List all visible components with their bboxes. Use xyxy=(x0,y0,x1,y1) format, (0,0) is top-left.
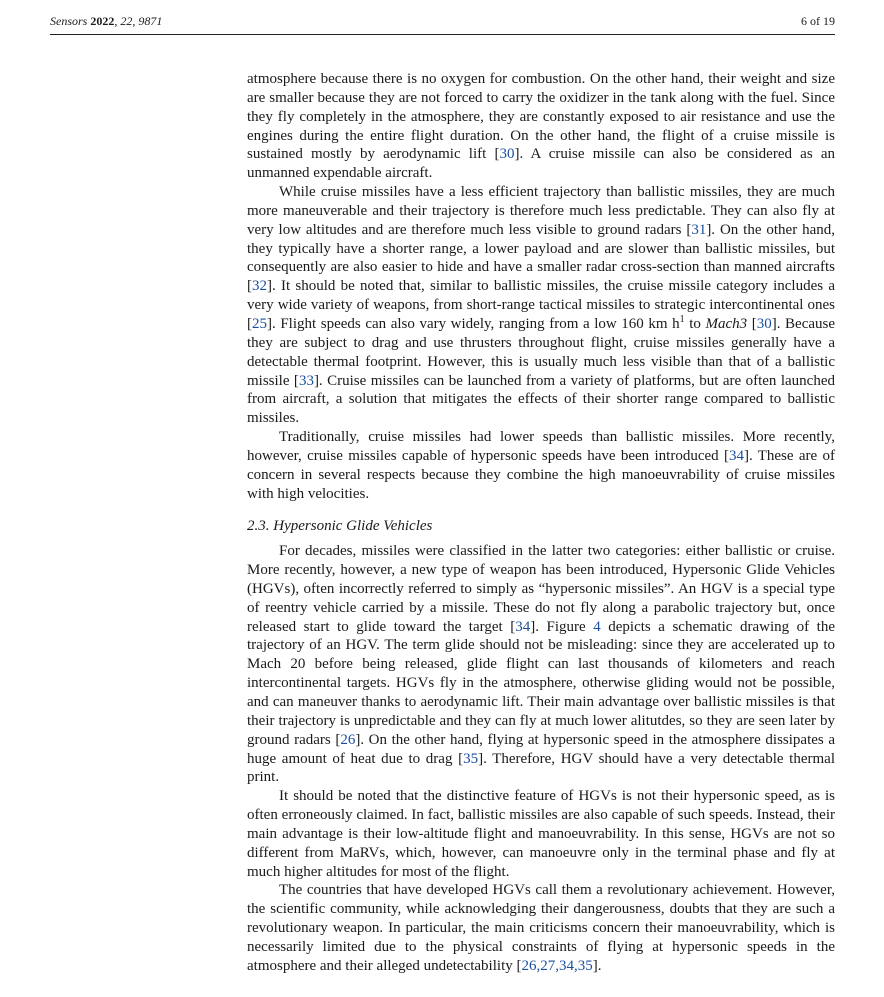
text-run: ]. These are of concern in several respects because they combine the high manoeuvrability of cruise missiles with high velocities. xyxy=(247,447,835,502)
citation-link[interactable]: 25 xyxy=(252,315,267,332)
journal-volume: , 22, 9871 xyxy=(114,14,163,28)
journal-year: 2022 xyxy=(90,14,115,28)
text-run: ]. Because they are subject to drag and use thrusters throughout flight, cruise missiles generally have a detectable thermal footprint. However, this is usually much less visible than that of a ballistic missile [ xyxy=(247,315,835,389)
citation-link[interactable]: 26,27,34,35 xyxy=(521,957,593,974)
citation-link[interactable]: 26 xyxy=(340,731,356,748)
text-run: to xyxy=(684,315,706,332)
journal-citation xyxy=(50,14,162,29)
paragraph-4 xyxy=(247,542,835,787)
citation-link[interactable]: 30 xyxy=(756,315,772,332)
text-run: [ xyxy=(747,315,757,332)
page-header xyxy=(50,13,835,35)
text-run: ]. Cruise missiles can be launched from a variety of platforms, but are often launched from aircraft, a solution that mitigates the effects of their shorter range compared to ballistic missiles. xyxy=(247,372,835,427)
text-run: ]. Therefore, HGV should have a very detectable thermal print. xyxy=(247,750,835,786)
paragraph-3 xyxy=(247,428,835,503)
paragraph-2 xyxy=(247,183,835,428)
journal-name: Sensors xyxy=(50,14,88,28)
text-run: It should be noted that the distinctive feature of HGVs is not their hypersonic speed, as is often erroneously claimed. In fact, ballistic missiles are also capable of such speeds. Instead, their main advantage is their low-altitude flight and manoeuvrability. In this sense, HGVs are not so different from MaRVs, which, however, can manoeuvre only in the terminal phase and fly at much higher altitudes for most of the flight. xyxy=(247,788,835,880)
text-run: ]. On the other hand, they typically have a shorter range, a lower payload and are slower than ballistic missiles, but consequently are also easier to hide and have a smaller radar cross-section than manned aircrafts [ xyxy=(247,221,835,295)
citation-link[interactable]: 31 xyxy=(691,221,707,238)
mach-term: Mach3 xyxy=(705,315,748,332)
citation-link[interactable]: 33 xyxy=(298,372,314,389)
text-run: While cruise missiles have a less efficient trajectory than ballistic missiles, they are much more maneuverable and their trajectory is therefore much less predictable. They can also fly at very low altitudes and are therefore much less visible to ground radars [ xyxy=(247,184,835,238)
text-run: ]. A cruise missile can also be considered as an unmanned expendable aircraft. xyxy=(247,146,835,182)
text-run: depicts a schematic drawing of the trajectory of an HGV. The term glide should not be misleading: since they are accelerated up to Mach 20 before being released, glide flight can last thousands of kilometers and reach intercontinental targets. HGVs fly in the atmosphere, otherwise gliding would not be possible, and can maneuver thanks to aerodynamic lift. Their main advantage over ballistic missiles is that their trajectory is unpredictable and they can fly at much lower alitutdes, so they are seen later by ground radars [ xyxy=(247,618,835,748)
paragraph-1 xyxy=(247,70,835,183)
text-run: ]. Flight speeds can also vary widely, ranging from a low 160 km h xyxy=(267,315,680,332)
text-run: Traditionally, cruise missiles had lower speeds than ballistic missiles. More recently, however, cruise missiles capable of hypersonic speeds have been introduced [ xyxy=(247,429,835,464)
citation-link[interactable]: 30 xyxy=(499,146,515,163)
text-run: atmosphere because there is no oxygen for combustion. On the other hand, their weight and size are smaller because they are not forced to carry the oxidizer in the tank along with the fuel. Since they fly completely in the atmosphere, they are constantly exposed to air resistance and use the engines during the entire flight duration. On the other hand, the flight of a cruise missile is sustained mostly by aerodynamic lift [ xyxy=(247,71,835,163)
text-run: ]. It should be noted that, similar to ballistic missiles, the cruise missile category includes a very wide variety of weapons, from short-range tactical missiles to strategic intercontinental ones [ xyxy=(247,278,835,332)
text-run: For decades, missiles were classified in the latter two categories: either ballistic or cruise. More recently, however, a new type of weapon has been introduced, Hypersonic Glide Vehicles (HGVs), often incorrectly referred to simply as “hypersonic missiles”. An HGV is a special type of reentry vehicle carried by a missile. These do not fly along a parabolic trajectory but, once released start to glide toward the target [ xyxy=(247,543,835,635)
citation-link[interactable]: 34 xyxy=(515,618,531,635)
body-text xyxy=(247,70,835,976)
text-run: The countries that have developed HGVs call them a revolutionary achievement. However, the scientific community, while acknowledging their dangerousness, doubts that they are such a revolutionary weapon. In particular, the main criticisms concern their manoeuvrability, which is necessarily limited due to the physical constraints of flying at hypersonic speeds in the atmosphere and their alleged undetectability [ xyxy=(247,882,835,974)
section-heading: 2.3. Hypersonic Glide Vehicles xyxy=(247,518,433,535)
citation-link[interactable]: 34 xyxy=(728,447,744,464)
paragraph-6 xyxy=(247,881,835,975)
citation-link[interactable]: 35 xyxy=(463,750,479,767)
figure-link[interactable]: 4 xyxy=(593,618,601,635)
citation-link[interactable]: 32 xyxy=(252,278,267,295)
text-run: ]. Figure xyxy=(530,618,594,635)
superscript-exponent: 1 xyxy=(679,313,685,325)
text-run: ]. xyxy=(592,957,602,974)
page-number: 6 of 19 xyxy=(801,14,835,28)
paragraph-5 xyxy=(247,787,835,881)
text-run: ]. On the other hand, flying at hypersonic speed in the atmosphere dissipates a huge amount of heat due to drag [ xyxy=(247,731,835,767)
